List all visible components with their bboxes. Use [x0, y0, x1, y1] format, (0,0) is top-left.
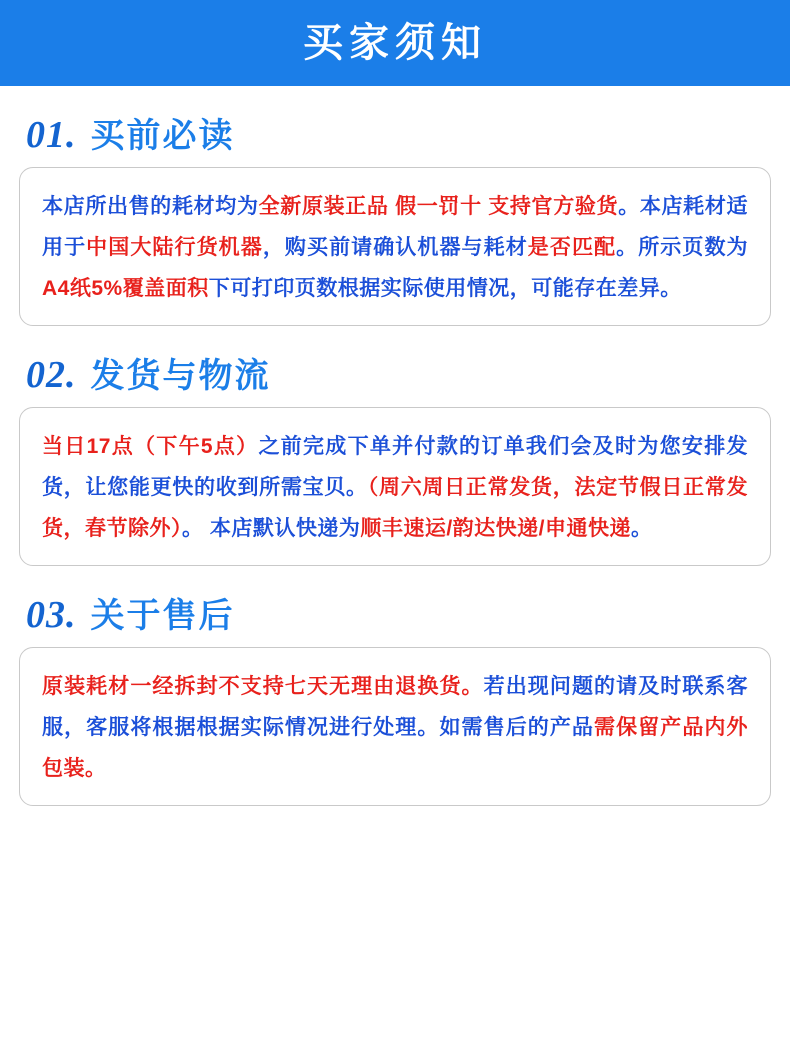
text-run: 本店所出售的耗材均为 [42, 195, 259, 218]
section-01-heading [26, 108, 772, 157]
section-02-title: 发货与物流 [90, 357, 271, 395]
text-run: 。 本店默认快递为 [182, 517, 361, 540]
section-03-paragraph [42, 666, 748, 789]
text-run: 下可打印页数根据实际使用情况，可能存在差异。 [208, 277, 682, 300]
section-03-title: 关于售后 [90, 597, 235, 635]
text-run: 是否匹配 [527, 236, 617, 259]
section-03-heading [26, 588, 772, 637]
text-run: 原装耗材一经拆封不支持七天无理由退换货。 [42, 675, 484, 698]
section-02-box [19, 407, 771, 566]
section-03-box [19, 647, 771, 806]
section-03-number: 03. [26, 594, 77, 636]
section-01 [0, 108, 790, 326]
text-run: （周六周日正常发货，法定节假日正常发货，春节除外） [42, 476, 748, 540]
section-03 [0, 588, 790, 806]
text-run: 顺丰速运/韵达快递/申通快递 [360, 517, 632, 540]
section-01-number: 01. [26, 114, 77, 156]
section-02-paragraph [42, 426, 748, 549]
text-run: 全新原装正品 假一罚十 支持官方验货 [258, 195, 619, 218]
section-02-number: 02. [26, 354, 77, 396]
section-01-paragraph [42, 186, 748, 309]
text-run: 。本店耗材适用于 [42, 195, 749, 259]
section-02 [0, 348, 790, 566]
page-banner [0, 0, 790, 86]
text-run: 若出现问题的请及时联系客服，客服将根据根据实际情况进行处理。如需售后的产品 [42, 675, 749, 739]
text-run: A4纸5%覆盖面积 [42, 277, 209, 300]
text-run: 。 [631, 517, 653, 540]
section-01-title: 买前必读 [90, 117, 235, 155]
text-run: 之前完成下单并付款的订单我们会及时为您安排发货，让您能更快的收到所需宝贝。 [42, 435, 749, 499]
text-run: 。所示页数为 [616, 236, 749, 259]
text-run: 需保留产品内外包装。 [42, 716, 748, 780]
section-01-box [19, 167, 771, 326]
text-run: 当日17点（下午5点） [42, 435, 259, 458]
text-run: 中国大陆行货机器 [86, 236, 263, 259]
text-run: ，购买前请确认机器与耗材 [262, 236, 528, 259]
section-02-heading [26, 348, 772, 397]
page-title: 买家须知 [303, 21, 487, 65]
